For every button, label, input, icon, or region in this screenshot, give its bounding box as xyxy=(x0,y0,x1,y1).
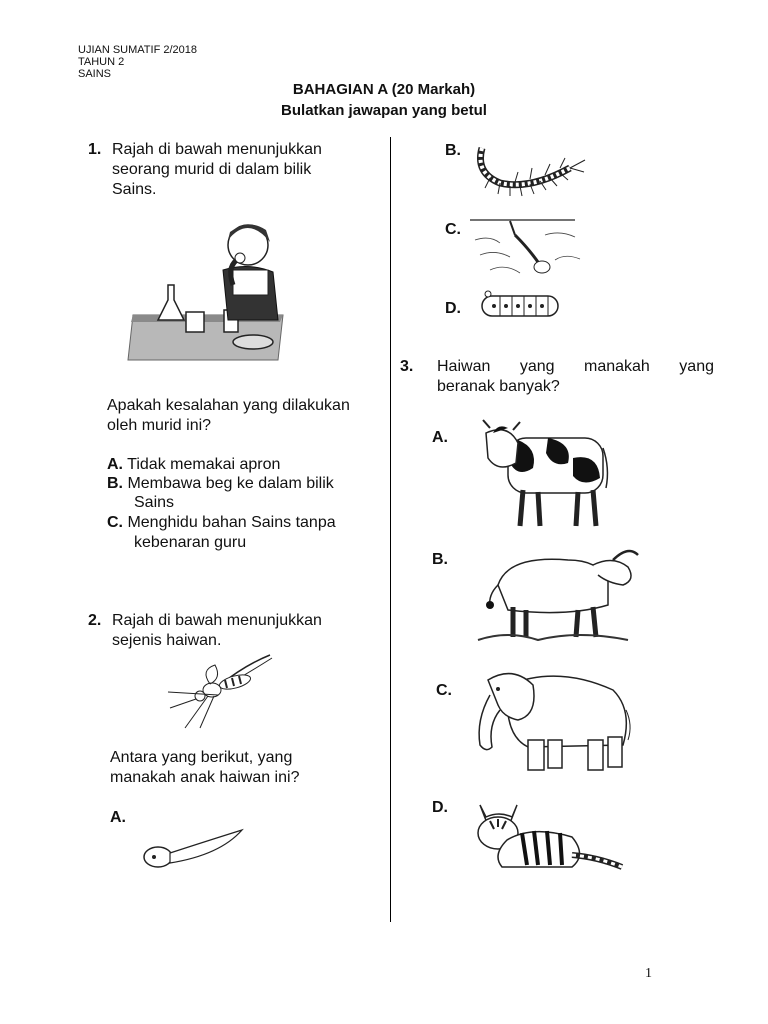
q2-number: 2. xyxy=(88,612,102,629)
centipede-illustration xyxy=(470,138,590,198)
q1-option-c[interactable]: C. Menghidu bahan Sains tanpa xyxy=(107,514,336,531)
section-title: BAHAGIAN A (20 Markah) xyxy=(292,81,476,98)
q1-option-c-cont: kebenaran guru xyxy=(134,534,247,551)
q1-stem: Rajah di bawah menunjukkan seorang murid di dalam bilik Sains. xyxy=(112,141,322,198)
q2-option-d[interactable]: D. xyxy=(445,300,461,317)
caterpillar-illustration xyxy=(478,288,563,323)
q3-option-c[interactable]: C. xyxy=(436,682,452,699)
elephant-illustration xyxy=(468,665,638,780)
q2-question: Antara yang berikut, yang manakah anak haiwan ini? xyxy=(110,749,300,786)
section-instruction: Bulatkan jawapan yang betul xyxy=(281,102,487,119)
exam-year: TAHUN 2 xyxy=(78,56,125,68)
cow-illustration xyxy=(478,418,613,533)
tadpole-illustration xyxy=(140,825,250,875)
q3-stem: Haiwan yang manakah yang beranak banyak? xyxy=(437,358,714,395)
q1-option-b[interactable]: B. Membawa beg ke dalam bilik xyxy=(107,475,334,492)
cat-illustration xyxy=(472,795,632,885)
q1-option-b-cont: Sains xyxy=(134,494,175,511)
exam-header xyxy=(78,44,197,80)
mosquito-larva-illustration xyxy=(470,215,590,285)
q3-option-d[interactable]: D. xyxy=(432,799,448,816)
q2-option-c[interactable]: C. xyxy=(445,221,461,238)
mosquito-illustration xyxy=(160,650,275,730)
q3-number: 3. xyxy=(400,358,414,375)
q2-stem: Rajah di bawah menunjukkan sejenis haiwan. xyxy=(112,612,322,649)
column-divider xyxy=(390,137,391,922)
q3-option-a[interactable]: A. xyxy=(432,429,448,446)
q2-option-b[interactable]: B. xyxy=(445,142,461,159)
exam-subject: SAINS xyxy=(78,68,112,80)
q3-option-b[interactable]: B. xyxy=(432,551,448,568)
student-lab-illustration xyxy=(128,210,288,365)
q1-number: 1. xyxy=(88,141,102,158)
exam-name: UJIAN SUMATIF 2/2018 xyxy=(78,44,197,56)
q2-option-a[interactable]: A. xyxy=(110,809,126,826)
buffalo-illustration xyxy=(478,545,648,650)
q1-question: Apakah kesalahan yang dilakukan oleh murid ini? xyxy=(107,397,350,434)
page-number: 1 xyxy=(645,966,652,981)
q1-option-a[interactable]: A. Tidak memakai apron xyxy=(107,456,281,473)
